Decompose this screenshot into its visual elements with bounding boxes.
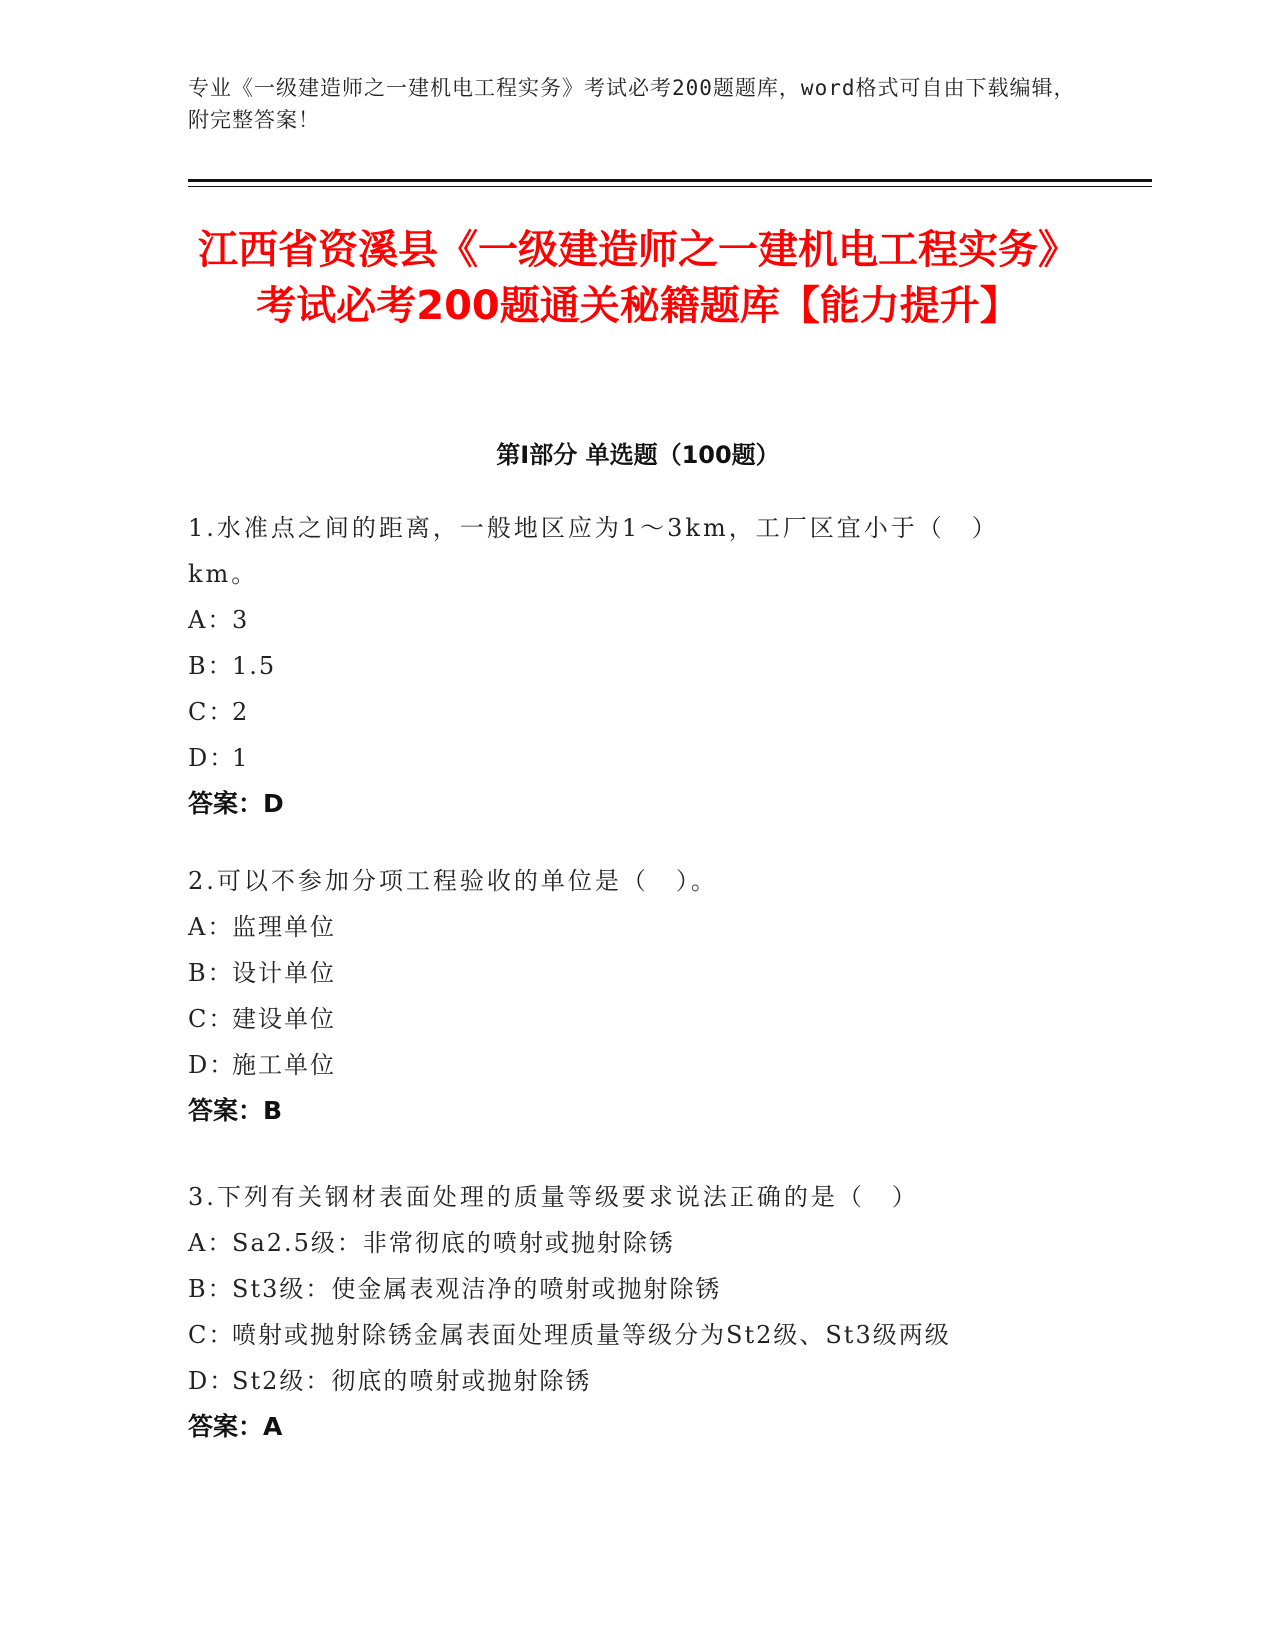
option-d (188, 735, 1068, 781)
option-letter: B： (188, 1275, 234, 1303)
option-text: 3 (232, 606, 250, 634)
option-text: 施工单位 (232, 1051, 336, 1079)
question-stem: 1.水准点之间的距离，一般地区应为1～3km，工厂区宜小于（ ）km。 (188, 514, 999, 588)
header-divider-thin (188, 186, 1152, 187)
option-letter: C： (188, 1321, 235, 1349)
option-text: 建设单位 (232, 1005, 336, 1033)
option-letter: B： (188, 652, 234, 680)
question-stem: 2.可以不参加分项工程验收的单位是（ ）。 (188, 867, 718, 895)
option-letter: D： (188, 1367, 236, 1395)
option-b (188, 643, 1068, 689)
option-letter: C： (188, 698, 235, 726)
answer: 答案：A (188, 1412, 283, 1441)
option-text: 2 (232, 698, 250, 726)
option-c (188, 1312, 1068, 1358)
section-title: 第I部分 单选题（100题） (496, 441, 780, 469)
option-letter: A： (188, 913, 234, 941)
option-text: 设计单位 (232, 959, 336, 987)
option-c (188, 996, 1068, 1042)
option-letter: A： (188, 606, 234, 634)
option-letter: B： (188, 959, 234, 987)
option-b (188, 950, 1068, 996)
option-d (188, 1042, 1068, 1088)
option-a (188, 1220, 1068, 1266)
option-letter: D： (188, 1051, 236, 1079)
option-letter: A： (188, 1229, 234, 1257)
option-text: 监理单位 (232, 913, 336, 941)
option-text: 1.5 (232, 652, 277, 680)
answer: 答案：D (188, 789, 284, 818)
option-text: St2级：彻底的喷射或抛射除锈 (232, 1367, 592, 1395)
option-d (188, 1358, 1068, 1404)
option-c (188, 689, 1068, 735)
question-3 (188, 1174, 1068, 1450)
option-a (188, 597, 1068, 643)
option-letter: C： (188, 1005, 235, 1033)
document-title: 江西省资溪县《一级建造师之一建机电工程实务》考试必考200题通关秘籍题库【能力提升】 (198, 227, 1078, 329)
option-letter: D： (188, 744, 236, 772)
option-text: Sa2.5级：非常彻底的喷射或抛射除锈 (232, 1229, 675, 1257)
option-text: 1 (232, 744, 250, 772)
question-stem: 3.下列有关钢材表面处理的质量等级要求说法正确的是（ ） (188, 1183, 919, 1211)
answer: 答案：B (188, 1096, 283, 1125)
question-1 (188, 505, 1068, 827)
header-note: 专业《一级建造师之一建机电工程实务》考试必考200题题库，word格式可自由下载编辑，附完整答案！ (188, 76, 1076, 132)
header-divider-thick (188, 179, 1152, 182)
option-b (188, 1266, 1068, 1312)
question-2 (188, 858, 1068, 1134)
option-text: 喷射或抛射除锈金属表面处理质量等级分为St2级、St3级两级 (232, 1321, 951, 1349)
option-text: St3级：使金属表观洁净的喷射或抛射除锈 (232, 1275, 722, 1303)
option-a (188, 904, 1068, 950)
